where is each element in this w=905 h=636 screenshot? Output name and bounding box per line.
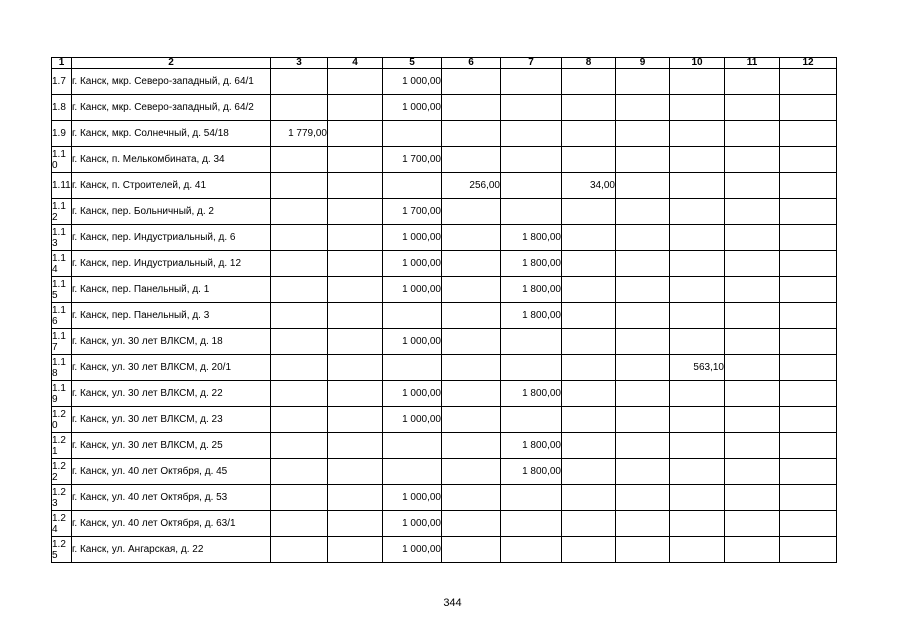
value-cell-col-4 [328,147,383,173]
value-cell-col-6 [442,511,501,537]
value-cell-col-5: 1 700,00 [383,199,442,225]
value-cell-col-9 [616,459,670,485]
value-cell-col-9 [616,355,670,381]
value-cell-col-7 [501,485,562,511]
value-cell-col-8 [562,485,616,511]
value-cell-col-3 [271,459,328,485]
table-row [52,147,837,173]
value-cell-col-8 [562,511,616,537]
value-cell-col-10 [670,199,725,225]
value-cell-col-10 [670,121,725,147]
value-cell-col-8 [562,329,616,355]
value-cell-col-5: 1 000,00 [383,95,442,121]
table-row [52,407,837,433]
value-cell-col-12 [780,147,837,173]
value-cell-col-4 [328,407,383,433]
value-cell-col-3 [271,511,328,537]
value-cell-col-8 [562,251,616,277]
value-cell-col-8 [562,277,616,303]
table-row [52,355,837,381]
value-cell-col-6 [442,459,501,485]
value-cell-col-12 [780,407,837,433]
value-cell-col-10 [670,407,725,433]
value-cell-col-4 [328,329,383,355]
value-cell-col-3 [271,95,328,121]
value-cell-col-9 [616,537,670,563]
value-cell-col-9 [616,251,670,277]
row-number-cell: 1.25 [52,537,72,563]
value-cell-col-8 [562,147,616,173]
value-cell-col-6 [442,355,501,381]
row-number-cell: 1.18 [52,355,72,381]
column-header-12: 12 [780,58,837,69]
value-cell-col-8 [562,95,616,121]
value-cell-col-12 [780,537,837,563]
value-cell-col-5: 1 000,00 [383,329,442,355]
value-cell-col-10: 563,10 [670,355,725,381]
value-cell-col-9 [616,485,670,511]
value-cell-col-7: 1 800,00 [501,381,562,407]
value-cell-col-8 [562,459,616,485]
value-cell-col-6 [442,95,501,121]
value-cell-col-11 [725,459,780,485]
value-cell-col-3 [271,147,328,173]
address-cell: г. Канск, п. Строителей, д. 41 [72,173,271,199]
value-cell-col-10 [670,537,725,563]
value-cell-col-3 [271,199,328,225]
table-row [52,69,837,95]
value-cell-col-11 [725,199,780,225]
value-cell-col-8: 34,00 [562,173,616,199]
value-cell-col-6 [442,433,501,459]
value-cell-col-12 [780,225,837,251]
column-header-1: 1 [52,58,72,69]
value-cell-col-9 [616,511,670,537]
value-cell-col-11 [725,355,780,381]
value-cell-col-6 [442,381,501,407]
value-cell-col-10 [670,511,725,537]
value-cell-col-4 [328,225,383,251]
value-cell-col-7 [501,355,562,381]
row-number-cell: 1.14 [52,251,72,277]
value-cell-col-12 [780,303,837,329]
value-cell-col-9 [616,329,670,355]
value-cell-col-5: 1 000,00 [383,407,442,433]
row-number-cell: 1.22 [52,459,72,485]
value-cell-col-8 [562,199,616,225]
row-number-cell: 1.13 [52,225,72,251]
value-cell-col-10 [670,225,725,251]
address-cell: г. Канск, мкр. Северо-западный, д. 64/2 [72,95,271,121]
value-cell-col-4 [328,277,383,303]
value-cell-col-4 [328,251,383,277]
row-number-cell: 1.24 [52,511,72,537]
value-cell-col-4 [328,433,383,459]
value-cell-col-5: 1 000,00 [383,225,442,251]
value-cell-col-6 [442,277,501,303]
table-row [52,121,837,147]
value-cell-col-9 [616,147,670,173]
row-number-cell: 1.11 [52,173,72,199]
value-cell-col-11 [725,537,780,563]
column-header-5: 5 [383,58,442,69]
value-cell-col-3 [271,303,328,329]
value-cell-col-3 [271,225,328,251]
value-cell-col-4 [328,485,383,511]
address-cell: г. Канск, ул. 30 лет ВЛКСМ, д. 23 [72,407,271,433]
value-cell-col-5: 1 000,00 [383,69,442,95]
value-cell-col-11 [725,147,780,173]
value-cell-col-11 [725,277,780,303]
value-cell-col-10 [670,381,725,407]
value-cell-col-5 [383,433,442,459]
value-cell-col-5: 1 000,00 [383,381,442,407]
value-cell-col-12 [780,173,837,199]
value-cell-col-12 [780,95,837,121]
value-cell-col-4 [328,381,383,407]
value-cell-col-12 [780,199,837,225]
value-cell-col-5: 1 000,00 [383,537,442,563]
value-cell-col-7 [501,199,562,225]
value-cell-col-6 [442,69,501,95]
value-cell-col-12 [780,381,837,407]
value-cell-col-5: 1 000,00 [383,511,442,537]
value-cell-col-5 [383,303,442,329]
value-cell-col-11 [725,251,780,277]
value-cell-col-5: 1 000,00 [383,251,442,277]
value-cell-col-9 [616,69,670,95]
row-number-cell: 1.20 [52,407,72,433]
value-cell-col-3: 1 779,00 [271,121,328,147]
row-number-cell: 1.7 [52,69,72,95]
address-cell: г. Канск, ул. 40 лет Октября, д. 63/1 [72,511,271,537]
value-cell-col-11 [725,173,780,199]
value-cell-col-12 [780,277,837,303]
row-number-cell: 1.23 [52,485,72,511]
value-cell-col-7 [501,173,562,199]
value-cell-col-3 [271,251,328,277]
table-row [52,485,837,511]
row-number-cell: 1.10 [52,147,72,173]
value-cell-col-7 [501,511,562,537]
address-cell: г. Канск, пер. Панельный, д. 1 [72,277,271,303]
value-cell-col-12 [780,485,837,511]
value-cell-col-9 [616,407,670,433]
row-number-cell: 1.8 [52,95,72,121]
value-cell-col-9 [616,433,670,459]
value-cell-col-11 [725,433,780,459]
value-cell-col-11 [725,511,780,537]
value-cell-col-10 [670,173,725,199]
table-body [52,69,837,563]
column-header-2: 2 [72,58,271,69]
table-row [52,433,837,459]
value-cell-col-3 [271,355,328,381]
value-cell-col-9 [616,95,670,121]
address-cell: г. Канск, ул. Ангарская, д. 22 [72,537,271,563]
value-cell-col-3 [271,433,328,459]
value-cell-col-3 [271,537,328,563]
table-row [52,459,837,485]
value-cell-col-4 [328,121,383,147]
value-cell-col-5 [383,121,442,147]
address-cell: г. Канск, мкр. Северо-западный, д. 64/1 [72,69,271,95]
value-cell-col-11 [725,121,780,147]
value-cell-col-6 [442,121,501,147]
column-header-6: 6 [442,58,501,69]
value-cell-col-3 [271,277,328,303]
value-cell-col-9 [616,381,670,407]
address-cell: г. Канск, пер. Индустриальный, д. 12 [72,251,271,277]
row-number-cell: 1.21 [52,433,72,459]
value-cell-col-7: 1 800,00 [501,303,562,329]
value-cell-col-8 [562,303,616,329]
value-cell-col-7 [501,537,562,563]
row-number-cell: 1.12 [52,199,72,225]
column-header-11: 11 [725,58,780,69]
value-cell-col-4 [328,95,383,121]
value-cell-col-9 [616,225,670,251]
column-header-8: 8 [562,58,616,69]
table-row [52,277,837,303]
value-cell-col-4 [328,459,383,485]
value-cell-col-4 [328,173,383,199]
value-cell-col-6 [442,225,501,251]
value-cell-col-3 [271,329,328,355]
value-cell-col-10 [670,251,725,277]
value-cell-col-11 [725,303,780,329]
value-cell-col-10 [670,433,725,459]
value-cell-col-12 [780,121,837,147]
value-cell-col-4 [328,69,383,95]
value-cell-col-11 [725,225,780,251]
value-cell-col-10 [670,303,725,329]
column-header-3: 3 [271,58,328,69]
table-row [52,381,837,407]
value-cell-col-7: 1 800,00 [501,251,562,277]
value-cell-col-7 [501,69,562,95]
table-row [52,251,837,277]
table-row [52,329,837,355]
value-cell-col-6 [442,199,501,225]
value-cell-col-12 [780,69,837,95]
column-header-4: 4 [328,58,383,69]
row-number-cell: 1.17 [52,329,72,355]
value-cell-col-9 [616,121,670,147]
column-header-7: 7 [501,58,562,69]
column-header-10: 10 [670,58,725,69]
table-row [52,303,837,329]
address-cell: г. Канск, ул. 30 лет ВЛКСМ, д. 20/1 [72,355,271,381]
value-cell-col-5: 1 000,00 [383,277,442,303]
value-cell-col-8 [562,355,616,381]
address-cell: г. Канск, п. Мелькомбината, д. 34 [72,147,271,173]
value-cell-col-11 [725,329,780,355]
value-cell-col-7 [501,407,562,433]
value-cell-col-7 [501,121,562,147]
value-cell-col-5: 1 700,00 [383,147,442,173]
value-cell-col-6 [442,303,501,329]
table-row [52,173,837,199]
value-cell-col-6 [442,147,501,173]
value-cell-col-12 [780,433,837,459]
value-cell-col-5 [383,459,442,485]
value-cell-col-11 [725,407,780,433]
value-cell-col-10 [670,459,725,485]
value-cell-col-8 [562,69,616,95]
column-header-9: 9 [616,58,670,69]
address-cell: г. Канск, ул. 30 лет ВЛКСМ, д. 25 [72,433,271,459]
address-cell: г. Канск, ул. 40 лет Октября, д. 53 [72,485,271,511]
value-cell-col-7: 1 800,00 [501,433,562,459]
page-number: 344 [443,597,462,609]
header-row [52,58,837,69]
value-cell-col-12 [780,511,837,537]
address-cell: г. Канск, ул. 30 лет ВЛКСМ, д. 18 [72,329,271,355]
value-cell-col-6 [442,329,501,355]
value-cell-col-7 [501,329,562,355]
value-cell-col-8 [562,433,616,459]
value-cell-col-12 [780,251,837,277]
value-cell-col-7: 1 800,00 [501,459,562,485]
value-cell-col-8 [562,225,616,251]
value-cell-col-9 [616,303,670,329]
address-cell: г. Канск, мкр. Солнечный, д. 54/18 [72,121,271,147]
value-cell-col-10 [670,69,725,95]
value-cell-col-12 [780,355,837,381]
value-cell-col-7 [501,95,562,121]
value-cell-col-8 [562,381,616,407]
value-cell-col-3 [271,381,328,407]
table-row [52,95,837,121]
row-number-cell: 1.15 [52,277,72,303]
address-cell: г. Канск, пер. Больничный, д. 2 [72,199,271,225]
value-cell-col-6: 256,00 [442,173,501,199]
value-cell-col-5 [383,173,442,199]
value-cell-col-10 [670,95,725,121]
value-cell-col-9 [616,277,670,303]
value-cell-col-5 [383,355,442,381]
value-cell-col-8 [562,537,616,563]
value-cell-col-10 [670,329,725,355]
value-cell-col-9 [616,199,670,225]
row-number-cell: 1.9 [52,121,72,147]
value-cell-col-11 [725,485,780,511]
value-cell-col-9 [616,173,670,199]
data-table [51,57,837,563]
value-cell-col-4 [328,355,383,381]
value-cell-col-11 [725,69,780,95]
address-cell: г. Канск, пер. Индустриальный, д. 6 [72,225,271,251]
table-row [52,225,837,251]
value-cell-col-7: 1 800,00 [501,277,562,303]
value-cell-col-4 [328,537,383,563]
row-number-cell: 1.16 [52,303,72,329]
table-row [52,511,837,537]
value-cell-col-3 [271,485,328,511]
address-cell: г. Канск, ул. 30 лет ВЛКСМ, д. 22 [72,381,271,407]
value-cell-col-4 [328,511,383,537]
table-row [52,537,837,563]
value-cell-col-3 [271,69,328,95]
value-cell-col-6 [442,251,501,277]
value-cell-col-10 [670,277,725,303]
value-cell-col-8 [562,121,616,147]
value-cell-col-6 [442,537,501,563]
value-cell-col-7 [501,147,562,173]
table-row [52,199,837,225]
row-number-cell: 1.19 [52,381,72,407]
value-cell-col-10 [670,485,725,511]
value-cell-col-8 [562,407,616,433]
value-cell-col-3 [271,407,328,433]
value-cell-col-12 [780,329,837,355]
value-cell-col-4 [328,303,383,329]
value-cell-col-10 [670,147,725,173]
value-cell-col-11 [725,95,780,121]
value-cell-col-4 [328,199,383,225]
address-cell: г. Канск, ул. 40 лет Октября, д. 45 [72,459,271,485]
value-cell-col-5: 1 000,00 [383,485,442,511]
value-cell-col-12 [780,459,837,485]
value-cell-col-7: 1 800,00 [501,225,562,251]
value-cell-col-6 [442,407,501,433]
value-cell-col-11 [725,381,780,407]
value-cell-col-6 [442,485,501,511]
address-cell: г. Канск, пер. Панельный, д. 3 [72,303,271,329]
value-cell-col-3 [271,173,328,199]
